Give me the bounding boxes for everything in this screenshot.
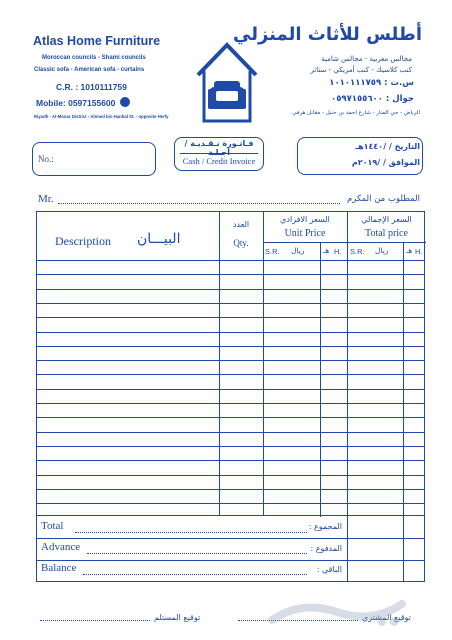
buyer-signature-label: توقيع المشتري xyxy=(362,613,411,622)
invoice-number-label: No.: xyxy=(38,154,54,164)
total-h-ar-label: هـ xyxy=(406,246,413,255)
table-row[interactable] xyxy=(37,389,424,390)
table-row[interactable] xyxy=(37,332,424,333)
cr-number-ar: س.ت : ١٠١٠١١١٧٥٩ xyxy=(329,78,414,88)
unit-h-label: H. xyxy=(334,247,342,256)
unit-riyal-label: ريال xyxy=(291,246,305,255)
table-row[interactable] xyxy=(37,460,424,461)
company-name-en: Atlas Home Furniture xyxy=(33,34,161,48)
sofa-house-logo xyxy=(192,37,262,127)
table-row[interactable] xyxy=(37,417,424,418)
company-name-ar: أطلس للأثاث المنزلي xyxy=(233,24,422,45)
table-row[interactable] xyxy=(37,274,424,275)
receiver-signature-line[interactable] xyxy=(40,620,150,621)
whatsapp-icon xyxy=(120,97,130,107)
customer-label-en: Mr. xyxy=(38,193,54,205)
receiver-signature-label: توقيع المستلم xyxy=(154,613,201,622)
table-row[interactable] xyxy=(37,446,424,447)
qty-header-ar: العدد xyxy=(232,220,250,229)
address-en: Riyadh - Al-Monar District - Ahmed bin Hanbal St. - opposite Herfy xyxy=(34,114,169,119)
unit-price-header-en: Unit Price xyxy=(284,228,326,239)
invoice-type-en: Cash / Credit Invoice xyxy=(182,156,256,166)
table-row[interactable] xyxy=(37,403,424,404)
desc-header-ar: البيـــان xyxy=(137,231,181,247)
total-label-en: Total xyxy=(41,520,64,532)
watermark-logo xyxy=(262,590,412,634)
table-row[interactable] xyxy=(37,489,424,490)
table-row[interactable] xyxy=(37,289,424,290)
total-price-header-en: Total price xyxy=(365,228,408,239)
advance-label-en: Advance xyxy=(41,541,81,553)
mobile-en-text: Mobile: 0597155600 xyxy=(36,98,116,108)
cr-number-en: C.R. : 1010111759 xyxy=(56,82,127,92)
table-row[interactable] xyxy=(37,346,424,347)
services-line-1-ar: مجالس مغربية - مجالس شامية xyxy=(321,55,412,63)
table-row[interactable] xyxy=(37,475,424,476)
balance-label-en: Balance xyxy=(41,562,77,574)
table-row[interactable] xyxy=(37,317,424,318)
services-line-1-en: Moroccan councils - Shami councils xyxy=(42,55,146,61)
total-label-ar: المجموع : xyxy=(308,522,342,531)
address-ar: الرياض - حي المنار - شارع احمد بن حنبل - مقابل هرفي xyxy=(292,110,420,116)
services-line-2-ar: كنب كلاسيك - كنب أمريكي - ستائر xyxy=(310,66,412,74)
unit-sr-label: S.R. xyxy=(265,247,280,256)
desc-header-en: Description xyxy=(55,234,111,248)
customer-name-line[interactable] xyxy=(58,203,340,204)
hijri-date-label: التاريخ / /١٤٤٠هـ xyxy=(355,142,420,151)
table-row[interactable] xyxy=(37,432,424,433)
qty-header-en: Qty. xyxy=(233,238,249,248)
services-line-2-en: Classic sofa - American sofa - curtains xyxy=(34,67,145,73)
advance-label-ar: المدفوع : xyxy=(310,544,342,553)
table-row[interactable] xyxy=(37,360,424,361)
total-sr-label: S.R. xyxy=(350,247,365,256)
balance-label-ar: الباقي : xyxy=(316,565,342,574)
total-h-label: H. xyxy=(415,247,423,256)
unit-price-header-ar: السعر الافرادي xyxy=(280,215,330,224)
invoice-type-ar: فـاتـورة نـقـديـة / أجـلـة xyxy=(184,139,254,157)
items-table xyxy=(36,211,425,516)
table-row[interactable] xyxy=(37,503,424,504)
totals-section xyxy=(36,516,425,582)
mobile-ar: جوال : ٠٥٩٧١٥٥٦٠٠ xyxy=(331,94,414,104)
unit-h-ar-label: هـ xyxy=(323,246,330,255)
customer-label-ar: المطلوب من المكرم xyxy=(347,194,420,204)
table-row[interactable] xyxy=(37,303,424,304)
invoice-type-divider xyxy=(180,153,258,154)
total-price-header-ar: السعر الإجمالي xyxy=(361,215,412,224)
table-row[interactable] xyxy=(37,374,424,375)
gregorian-date-label: الموافق / /٢٠١٩م xyxy=(351,158,420,167)
mobile-en xyxy=(36,97,130,108)
total-riyal-label: ريال xyxy=(375,246,389,255)
